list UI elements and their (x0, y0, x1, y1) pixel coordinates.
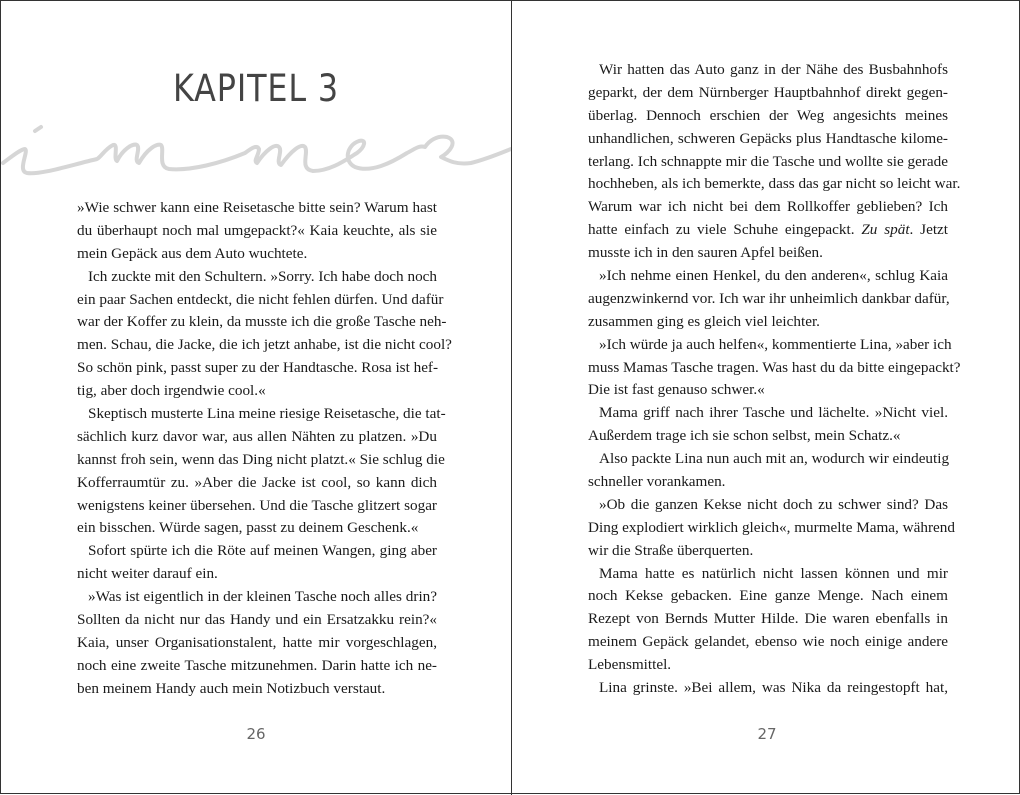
text-line: men. Schau, die Jacke, die ich jetzt anhabe, ist die nicht cool? (77, 336, 452, 354)
text-line: Mama griff nach ihrer Tasche und lächelte. »Nicht viel. (599, 404, 948, 422)
text-line: wir die Straße überquerten. (588, 541, 754, 559)
text-line: noch eine zweite Tasche mitzunehmen. Darin hatte ich ne- (77, 656, 437, 674)
text-line: hatte einfach zu viele Schuhe eingepackt. Zu spät. Jetzt (588, 221, 949, 239)
paragraph (77, 197, 437, 266)
text-line: Wir hatten das Auto ganz in der Nähe des Busbahnhofs (599, 61, 948, 78)
paragraph (77, 540, 437, 586)
text-line: Die ist fast genauso schwer.« (588, 381, 765, 399)
text-line: »Was ist eigentlich in der kleinen Tasche noch alles drin? (88, 588, 437, 606)
text-line: noch Kekse gebacken. Eine ganze Menge. Nach einem (588, 587, 948, 605)
text-line: Skeptisch musterte Lina meine riesige Reisetasche, die tat- (88, 405, 446, 423)
text-line: ein paar Sachen entdeckt, die nicht fehlen dürfen. Und dafür (77, 290, 444, 308)
text-line: mein Gepäck aus dem Auto wuchtete. (77, 244, 308, 262)
text-line: Mama hatte es natürlich nicht lassen können und mir (599, 564, 948, 582)
paragraph (588, 563, 948, 677)
text-line: schneller vorankamen. (588, 473, 726, 491)
text-line: nicht weiter darauf ein. (77, 565, 218, 583)
text-line: Also packte Lina nun auch mit an, wodurch wir eindeutig (599, 450, 950, 468)
paragraph (588, 334, 961, 403)
text-line: terlang. Ich schnappte mir die Tasche und wollte sie gerade (588, 152, 948, 170)
page-number-right: 27 (757, 725, 777, 743)
text-line: zusammen ging es gleich viel leichter. (588, 312, 820, 330)
text-line: muss Mamas Tasche tragen. Was hast du da bitte eingepackt? (588, 358, 961, 376)
text-line: ben meinem Handy auch mein Notizbuch verstaut. (77, 679, 386, 697)
text-line: geparkt, der dem Nürnberger Hauptbahnhof direkt gegen- (588, 83, 948, 101)
text-line: Kaia, unser Organisationstalent, hatte mir vorgeschlagen, (77, 633, 437, 651)
text-line: Ding explodiert wirklich gleich«, murmelte Mama, während (588, 518, 955, 536)
text-line: wenigstens keiner übersehen. Und die Tasche glitzert sogar (77, 496, 437, 514)
paragraph (588, 448, 948, 494)
text-line: Außerdem trage ich sie schon selbst, mein Schatz.« (588, 427, 901, 445)
text-line: tig, aber doch irgendwie cool.« (77, 382, 266, 400)
paragraph (588, 677, 948, 700)
right-page-body-text (588, 59, 961, 700)
page-number-left: 26 (246, 725, 266, 743)
paragraph (588, 265, 948, 334)
left-page-body-text (77, 197, 452, 701)
text-line: sächlich kurz davor war, aus allen Nähten zu platzen. »Du (77, 427, 437, 445)
paragraph (588, 402, 948, 448)
text-line: augenzwinkernd vor. Ich war ihr unheimlich dankbar dafür, (588, 289, 950, 307)
text-line: Lina grinste. »Bei allem, was Nika da reingestopft hat, (599, 679, 948, 697)
right-page (512, 1, 1020, 795)
text-line: »Ich nehme einen Henkel, du den anderen«, schlug Kaia (599, 267, 948, 285)
left-page (1, 1, 511, 795)
emphasis: Zu spät (861, 221, 910, 239)
text-line: war der Koffer zu klein, da musste ich die große Tasche neh- (77, 313, 447, 331)
text-line: Sollten da nicht nur das Handy und ein Ersatzakku rein?« (77, 611, 437, 629)
paragraph (588, 494, 955, 563)
paragraph (77, 403, 446, 540)
script-word-immer-decoration (1, 109, 511, 179)
paragraph (77, 586, 437, 700)
text-line: »Ich würde ja auch helfen«, kommentierte Lina, »aber ich (599, 335, 952, 353)
text-line: Warum war ich nicht bei dem Rollkoffer geblieben? Ich (588, 198, 948, 216)
text-line: du überhaupt noch mal umgepackt?« Kaia keuchte, als sie (77, 221, 437, 239)
text-line: »Ob die ganzen Kekse nicht doch zu schwer sind? Das (599, 495, 948, 513)
text-line: Sofort spürte ich die Röte auf meinen Wangen, ging aber (88, 542, 437, 560)
text-line: kannst froh sein, wenn das Ding nicht platzt.« Sie schlug die (77, 450, 445, 468)
text-line: Ich zuckte mit den Schultern. »Sorry. Ich habe doch noch (88, 267, 437, 285)
paragraph (588, 59, 961, 265)
text-line: meinem Gepäck gelandet, ebenso wie noch einige andere (588, 633, 948, 651)
text-line: ein bisschen. Würde sagen, passt zu deinem Geschenk.« (77, 519, 419, 537)
text-line: musste ich in den sauren Apfel beißen. (588, 244, 823, 262)
text-line: Rezept von Bernds Mutter Hilde. Die waren ebenfalls in (588, 610, 948, 628)
chapter-title: KAPITEL 3 (172, 67, 340, 110)
text-line: hochheben, als ich bemerkte, dass das gar nicht so leicht war. (588, 175, 961, 193)
text-line: So schön pink, passt super zu der Handtasche. Rosa ist hef- (77, 359, 439, 377)
text-line: überlag. Dennoch erschien der Weg angesichts meines (588, 106, 948, 124)
text-line: Lebensmittel. (588, 656, 672, 674)
text-line: »Wie schwer kann eine Reisetasche bitte sein? Warum hast (77, 199, 437, 216)
text-line: unhandlichen, schweren Gepäcks plus Handtasche kilome- (588, 129, 948, 147)
text-line: Kofferraumtür zu. »Aber die Jacke ist cool, so kann dich (77, 473, 437, 491)
paragraph (77, 266, 452, 403)
